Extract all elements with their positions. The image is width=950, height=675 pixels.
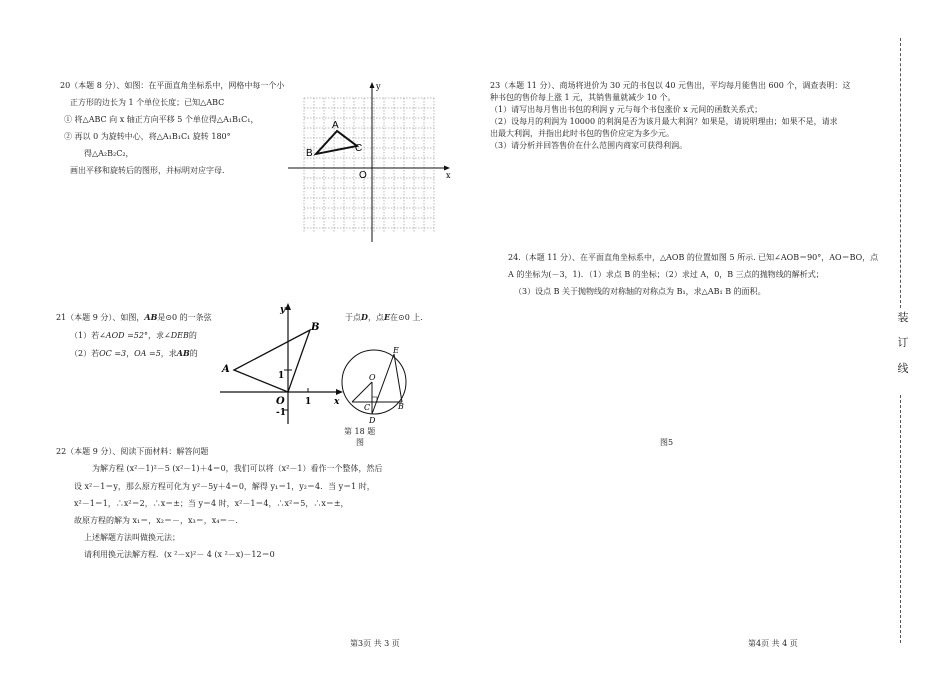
q20-label-origin: O [359, 170, 367, 181]
q21-fig1-y: y [280, 305, 286, 315]
q23-line-3: （1）请写出每月售出书包的利润 y 元与每个书包涨价 x 元间的函数关系式； [490, 105, 763, 114]
q21-line-1-tail [345, 312, 423, 323]
q21-l2a: （1）若 [70, 331, 100, 340]
q20-line-2: 正方形的边长为 1 个单位长度；已知△ABC [70, 98, 225, 107]
q21-l3d: OA =5 [134, 349, 161, 358]
q21-l3g: 的 [189, 349, 198, 358]
q22-line-6: 上述解题方法叫做换元法； [84, 533, 180, 542]
q20-x-arrow [444, 166, 450, 171]
q23-line-6: （3）请分析并回答售价在什么范围内商家可获得利润。 [490, 141, 688, 150]
binding-line-top [900, 38, 909, 308]
q22-line-4: x²－1＝1，∴x²＝2，∴x＝±；当 y＝4 时，x²－1＝4，∴x²＝5，∴x＝±， [74, 499, 349, 508]
q21-fig1-a: A [222, 364, 230, 375]
q24-line-2: A 的坐标为(－3，1)．（1）求点 B 的坐标；（2）求过 A，0，B 三点的抛物线的解析式； [508, 270, 824, 279]
q21-caption-line-1: 第 18 题 [344, 427, 376, 436]
q21-line-3 [70, 348, 198, 359]
q23-line-1: 23（本题 11 分）、商场将进价为 30 元的书包以 40 元售出，平均每月能售出 600 个，调查表明：这 [490, 81, 851, 90]
q20-triangle-abc [316, 131, 357, 154]
footer-left-page: 第3页 共 3 页 [350, 639, 400, 648]
q20-label-y: y [376, 82, 381, 91]
q24-line-1: 24.（本题 11 分）、在平面直角坐标系中，△AOB 的位置如图 5 所示. 已知∠AOB＝90°，AO＝BO，点 [508, 253, 879, 262]
q21-fig2-e: E [393, 346, 399, 355]
q21-line-1 [56, 312, 212, 323]
q23-line-5: 出最大利润，并指出此时书包的售价应定为多少元。 [490, 129, 674, 138]
q21-l2b: ∠AOD =52° [99, 331, 148, 340]
q21-triangle-aob [234, 330, 310, 392]
binding-char-1: 装 [897, 311, 909, 324]
q21-l2d: ∠DEB [163, 331, 189, 340]
q21-l3f: AB [176, 348, 190, 358]
q21-fig2-d: D [369, 416, 376, 425]
binding-line-bottom [900, 395, 909, 643]
q21-l1c: 于点 [345, 313, 361, 322]
q20-line-4: ② 再以 0 为旋转中心，将△A₁B₁C₁ 旋转 180° [64, 132, 231, 141]
q21-fig2-c: C [364, 403, 371, 412]
q20-grid [304, 98, 434, 232]
q21-l1b: 是⊙0 的一条弦 [157, 313, 212, 322]
q20-line-6: 画出平移和旋转后的图形，并标明对应字母. [70, 166, 225, 175]
q22-line-5: 故原方程的解为 x₁＝，x₂＝－，x₃＝，x₄＝－. [74, 516, 238, 525]
q21-fig1-o: O [276, 396, 285, 407]
q20-line-3: ① 将△ABC 向 x 轴正方向平移 5 个单位得△A₁B₁C₁， [64, 115, 259, 124]
q21-coordinate-figure [218, 298, 346, 428]
q22-line-1: 22（本题 9 分）、阅读下面材料：解答问题 [56, 447, 209, 456]
q21-d: D [361, 312, 368, 322]
q21-fig1-one-y: 1 [278, 371, 285, 381]
q21-fig1-b: B [311, 322, 320, 333]
q20-label-a: A [332, 120, 339, 131]
q20-y-arrow [370, 82, 375, 88]
footer-right-page: 第4页 共 4 页 [748, 639, 798, 648]
q21-fig2-o: O [369, 373, 376, 382]
binding-char-3: 线 [897, 362, 909, 375]
q21-line-2 [70, 330, 197, 341]
q23-line-2: 种书包的售价每上涨 1 元，其销售量就减少 10 个。 [490, 93, 676, 102]
q22-line-7: 请利用换元法解方程．(x ²－x)²－ 4 (x ²－x)－12＝0 [84, 550, 275, 559]
q21-fig1-one-x: 1 [305, 397, 312, 407]
q21-l3e: ，求 [160, 349, 177, 358]
q21-l3b: OC =3 [99, 349, 127, 358]
q22-line-2: 为解方程 (x²－1)²－5 (x²－1)＋4＝0，我们可以将（x²－1）看作一个整体，然后 [92, 464, 383, 473]
q21-caption-line-2: 图 [356, 438, 364, 447]
q21-l3c: ， [126, 349, 135, 358]
q21-fig2-b: B [398, 402, 404, 411]
q21-fig1-x: x [334, 397, 340, 407]
q24-line-3: （3）设点 B 关于抛物线的对称轴的对称点为 B₁，求△AB₁ B 的面积。 [514, 287, 766, 296]
q20-line-5: 得△A₂B₂C₂， [84, 149, 134, 158]
q20-line-1: 20（本题 8 分）、如图：在平面直角坐标系中，网格中每一个小 [60, 81, 285, 90]
q21-l3a: （2）若 [70, 349, 100, 358]
binding-char-2: 订 [897, 336, 909, 349]
q23-line-4: （2）设每月的利润为 10000 的利润是否为该月最大利润？如果是，请说明理由；如果不是，请求 [490, 117, 838, 126]
q21-ab: AB [144, 312, 158, 322]
q21-l1a: 21（本题 9 分）、如图， [56, 313, 145, 322]
q24-caption: 图5 [660, 438, 674, 447]
q21-fig1-neg-one: -1 [276, 408, 286, 418]
q21-l2c: ，求 [147, 331, 164, 340]
q20-label-b: B [306, 148, 313, 159]
q22-line-3: 设 x²－1＝y，那么原方程可化为 y²－5y＋4＝0，解得 y₁＝1，y₂＝4．当 y＝1 时， [74, 482, 375, 491]
q21-circle-figure [334, 340, 418, 432]
q21-l2e: 的 [188, 331, 197, 340]
q21-l1d: ，点 [367, 313, 384, 322]
q21-l1e: 在⊙0 上. [390, 313, 423, 322]
q20-label-c: C [355, 143, 363, 154]
q21-e: E [383, 312, 391, 322]
q20-grid-figure [284, 80, 454, 246]
q20-label-x: x [446, 171, 451, 180]
